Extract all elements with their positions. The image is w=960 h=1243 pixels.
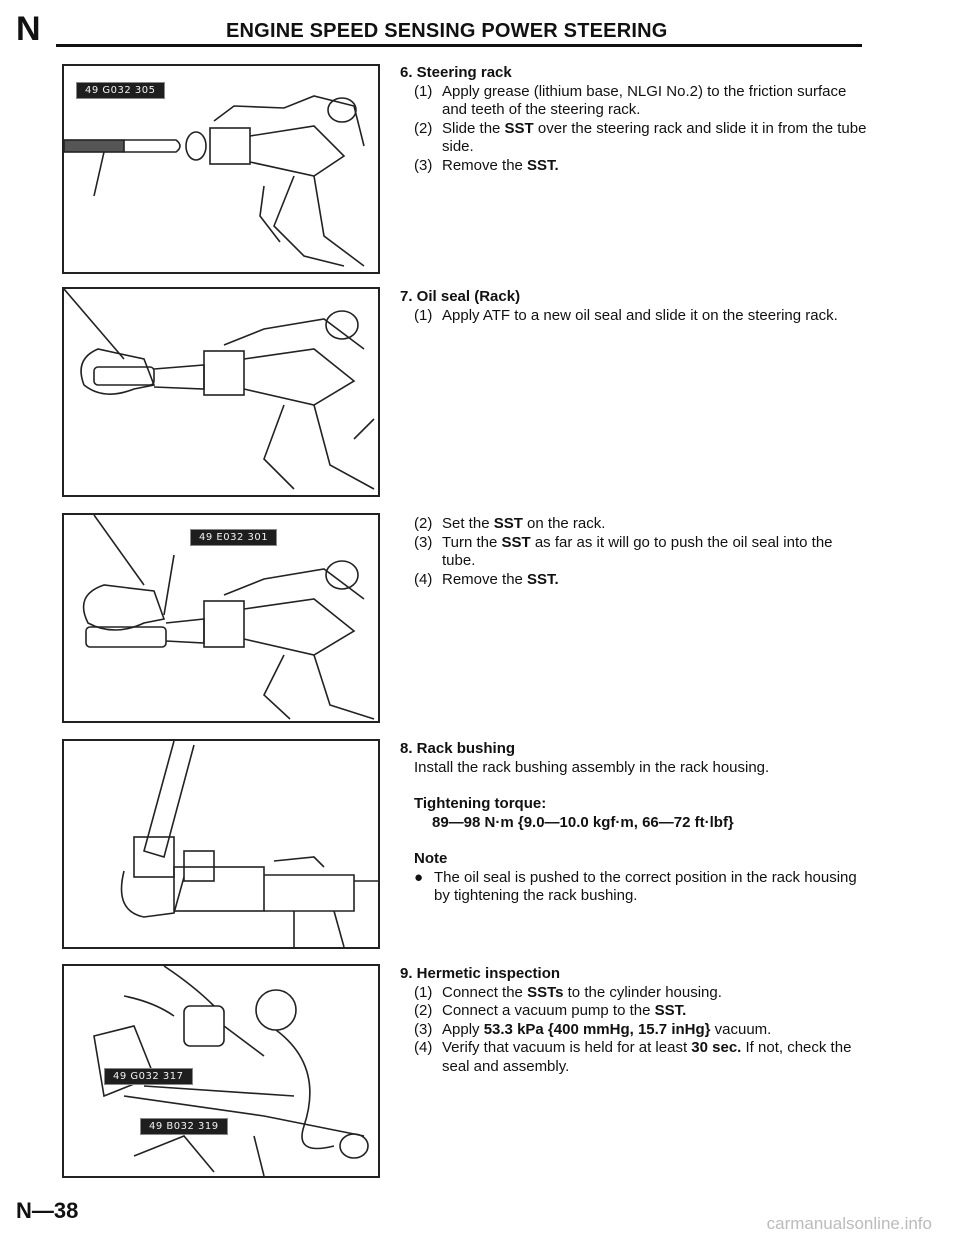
step-text: Apply ATF to a new oil seal and slide it on the steering rack.: [442, 306, 838, 324]
section-oil-seal: [400, 288, 870, 325]
figure-oil-seal-apply: [62, 287, 380, 497]
figure-2-illustration: [64, 289, 378, 495]
step-number: (1): [414, 306, 433, 324]
step: [414, 157, 870, 176]
section-heading: 7. Oil seal (Rack): [400, 288, 521, 305]
step: [414, 1021, 870, 1040]
section-rack-bushing: [400, 740, 870, 906]
section-heading: 6. Steering rack: [400, 64, 512, 81]
torque-value: 89—98 N·m {9.0—10.0 kgf·m, 66—72 ft·lbf}: [432, 813, 734, 831]
step-text: Turn the SST as far as it will go to push the oil seal into the tube.: [442, 533, 833, 569]
page-title: ENGINE SPEED SENSING POWER STEERING: [226, 20, 668, 42]
step-number: (1): [414, 82, 433, 100]
figure-oil-seal-push: [62, 513, 380, 723]
step-number: (3): [414, 533, 433, 551]
section-steering-rack: [400, 64, 870, 175]
torque-label: Tightening torque:: [414, 795, 547, 812]
step: [414, 515, 870, 534]
step: [414, 1039, 870, 1076]
step-number: (4): [414, 570, 433, 588]
figure-4-illustration: [64, 741, 378, 947]
step-number: (2): [414, 515, 433, 532]
header-rule: [56, 44, 862, 47]
step: [414, 571, 870, 590]
part-number-label: 49 G032 305: [76, 82, 165, 99]
step: [414, 1002, 870, 1021]
figure-steering-rack-sst: [62, 64, 380, 274]
watermark: carmanualsonline.info: [766, 1214, 932, 1233]
section-oil-seal-continued: [400, 515, 870, 589]
note-label: Note: [414, 850, 448, 867]
section-heading: 9. Hermetic inspection: [400, 965, 561, 982]
figure-rack-bushing: [62, 739, 380, 949]
step-text: Slide the SST over the steering rack and slide it in from the tube side.: [442, 119, 867, 155]
page-number: N—38: [16, 1198, 79, 1223]
section-body: Install the rack bushing assembly in the rack housing.: [414, 758, 770, 776]
section-heading: 8. Rack bushing: [400, 740, 516, 757]
step: [414, 83, 870, 120]
section-letter: N: [16, 10, 41, 48]
step-number: (1): [414, 983, 433, 1001]
part-number-label: 49 E032 301: [190, 529, 277, 546]
step-text: Set the SST on the rack.: [442, 515, 606, 532]
section-hermetic-inspection: [400, 965, 870, 1076]
note-text: The oil seal is pushed to the correct position in the rack housing by tightening the rack bushing.: [434, 868, 857, 904]
step-text: Remove the SST.: [442, 570, 559, 588]
step: [414, 984, 870, 1003]
figure-hermetic-inspection: [62, 964, 380, 1178]
step-text: Remove the SST.: [442, 156, 559, 174]
step-text: Verify that vacuum is held for at least 30 sec. If not, check the seal and assembly.: [442, 1039, 852, 1075]
step-number: (2): [414, 119, 433, 137]
step-number: (3): [414, 156, 433, 174]
step-text: Apply grease (lithium base, NLGI No.2) to the friction surface and teeth of the steering rack.: [442, 82, 847, 118]
step-text: Connect the SSTs to the cylinder housing.: [442, 983, 722, 1001]
part-number-label: 49 B032 319: [140, 1118, 228, 1135]
step-number: (2): [414, 1002, 433, 1019]
step-text: Apply 53.3 kPa {400 mmHg, 15.7 inHg} vacuum.: [442, 1020, 772, 1038]
step-text: Connect a vacuum pump to the SST.: [442, 1002, 687, 1019]
step: [414, 534, 870, 571]
bullet-icon: ●: [414, 868, 424, 886]
note-item: [414, 869, 870, 906]
step: [414, 307, 870, 326]
part-number-label: 49 G032 317: [104, 1068, 193, 1085]
step-number: (3): [414, 1020, 433, 1038]
step: [414, 120, 870, 157]
step-number: (4): [414, 1039, 433, 1056]
